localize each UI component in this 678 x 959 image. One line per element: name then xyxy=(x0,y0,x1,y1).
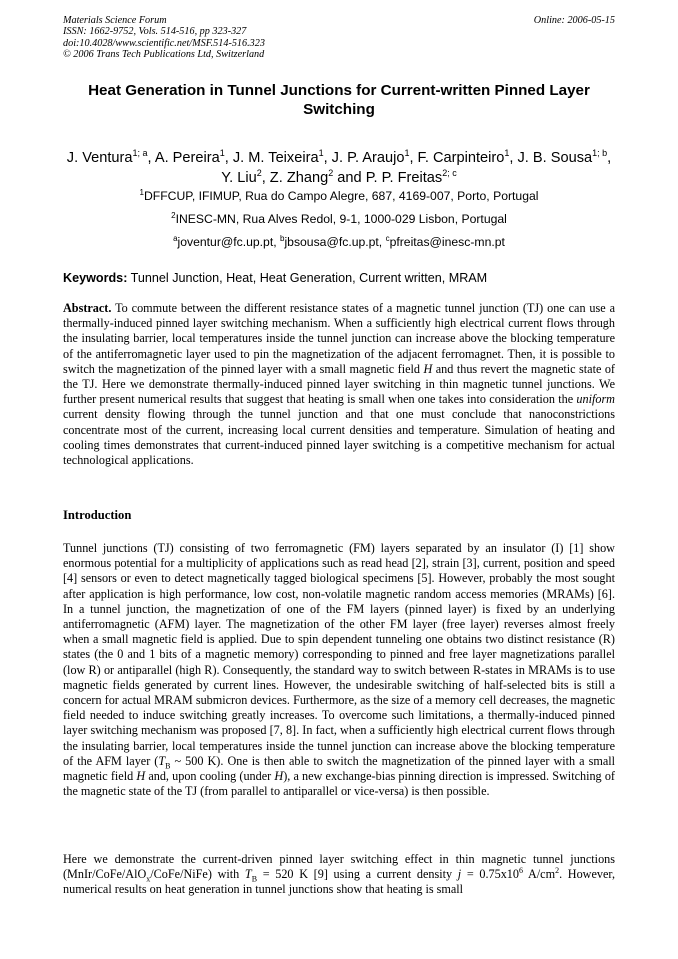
intro-text: . However, numerical results on heat generation in tunnel junctions show that heating is small xyxy=(63,867,616,897)
intro-text: = 520 K [9] using a current density xyxy=(257,867,458,882)
email-text: pfreitas@inesc-mn.pt xyxy=(389,235,505,249)
affiliation-mark: 2 xyxy=(171,210,176,220)
affiliation-text: INESC-MN, Rua Alves Redol, 9-1, 1000-029 Lisbon, Portugal xyxy=(175,212,507,226)
intro-symbol: j xyxy=(457,867,462,882)
affiliation-text: DFFCUP, IFIMUP, Rua do Campo Alegre, 687, 4169-007, Porto, Portugal xyxy=(143,189,539,203)
abstract-paragraph xyxy=(63,301,615,468)
author-affiliation-mark: 1 xyxy=(504,148,510,159)
intro-paragraph-1 xyxy=(63,541,615,799)
intro-text: ), a new exchange-bias pinning direction is impressed. Switching of the magnetic state of the TJ (from parallel to antiparallel or vice-versa) is then possible. xyxy=(63,769,615,799)
email-mark: c xyxy=(385,233,390,243)
abstract-label: Abstract. xyxy=(63,301,112,315)
abstract-text: current density flowing through the tunnel junction and that one must conclude that nanoconstrictions concentrate most of the current, increasing local current densities and temperature. Simulation of heating and cooling times demonstrates that current-induced pinned layer switching is a competitive mechanism for actual technological applications. xyxy=(63,407,615,468)
affiliation-mark: 1 xyxy=(139,187,144,197)
author-name: and P. P. Freitas xyxy=(333,170,443,186)
author-name: , Z. Zhang xyxy=(261,170,329,186)
intro-subscript: x xyxy=(146,874,151,884)
intro-symbol: T xyxy=(244,867,252,882)
keywords-line xyxy=(63,271,623,286)
journal-name: Materials Science Forum xyxy=(63,15,167,26)
author-name: J. Ventura xyxy=(66,150,133,166)
intro-superscript: 2 xyxy=(555,866,560,876)
author-name: , J. P. Araujo xyxy=(323,150,405,166)
intro-text: Here we demonstrate the current-driven pinned layer switching effect in thin magnetic tunnel junctions (MnIr/CoFe/AlO xyxy=(63,852,615,882)
affiliation-2 xyxy=(63,212,615,227)
abstract-italic: uniform xyxy=(576,392,615,407)
copyright-line: © 2006 Trans Tech Publications Ltd, Switzerland xyxy=(63,48,265,60)
issn-line: ISSN: 1662-9752, Vols. 514-516, pp 323-327 xyxy=(63,26,247,38)
author-name: , F. Carpinteiro xyxy=(409,150,505,166)
email-mark: a xyxy=(173,233,178,243)
email-mark: b xyxy=(280,233,285,243)
author-name: , Y. Liu xyxy=(221,150,612,186)
intro-text: A/cm xyxy=(522,867,556,882)
keywords-label: Keywords: xyxy=(63,271,128,285)
abstract-text: and thus revert the magnetic state of the TJ. Here we demonstrate thermally-induced pinned layer switching in thin magnetic tunnel junctions. We further present numerical results that suggest that heating is small when one takes into consideration the xyxy=(63,361,615,407)
author-affiliation-mark: 2 xyxy=(256,168,262,179)
affiliation-1 xyxy=(63,189,615,204)
author-affiliation-mark: 1 xyxy=(318,148,324,159)
intro-text: ~ 500 K). One is then able to switch the magnetization of the pinned layer with a small magnetic field xyxy=(63,753,616,784)
author-affiliation-mark: 1; a xyxy=(132,148,148,159)
intro-superscript: 6 xyxy=(518,866,523,876)
intro-subscript: B xyxy=(251,874,258,884)
author-name: , J. B. Sousa xyxy=(509,150,593,166)
paper-title: Heat Generation in Tunnel Junctions for Current-written Pinned Layer Switching xyxy=(88,82,590,118)
intro-text: = 0.75x10 xyxy=(461,867,519,882)
author-affiliation-mark: 2; c xyxy=(442,168,457,179)
email-text: jbsousa@fc.up.pt, xyxy=(284,235,386,249)
author-name: , A. Pereira xyxy=(147,150,220,166)
intro-subscript: B xyxy=(165,761,171,771)
abstract-text: To commute between the different resistance states of a magnetic tunnel junction (TJ) one can use a thermally-induced pinned layer switching mechanism. When a sufficiently high electrical current flows through the insulating barrier, local temperatures inside the tunnel junction can increase above the blocking temperature of the antiferromagnetic layer used to pin the magnetization of the adjacent ferromagnet. Then, it is possible to switch the magnetization of the pinned layer with a small magnetic field xyxy=(63,301,615,376)
intro-text: /CoFe/NiFe) with xyxy=(150,867,245,882)
author-affiliation-mark: 1 xyxy=(404,148,410,159)
author-affiliation-mark: 2 xyxy=(328,168,334,179)
intro-symbol: H xyxy=(136,769,146,784)
author-name: , J. M. Teixeira xyxy=(224,150,319,166)
author-list xyxy=(60,148,618,188)
author-affiliation-mark: 1 xyxy=(219,148,225,159)
abstract-italic: H xyxy=(423,361,433,376)
intro-symbol: T xyxy=(158,753,166,768)
email-text: joventur@fc.up.pt, xyxy=(177,235,280,249)
intro-text: Tunnel junctions (TJ) consisting of two ferromagnetic (FM) layers separated by an insulator (I) [1] show enormous potential for a multiplicity of applications such as read head [2], strain [3], current, position and speed [4] sensors or even to detect magnetically tagged biological specimens [5]. However, probably the most sought after application is high performance, low cost, non-volatile magnetic random access memories (MRAMs) [6]. In a tunnel junction, the magnetization of one of the FM layers (pinned layer) is fixed by an underlying antiferromagnetic (AFM) layer. The magnetization of the other FM layer (free layer) reverses almost freely when a small magnetic field is applied. Due to spin dependent tunneling one obtains two distinct resistance (R) states (the 0 and 1 bits of a magnetic memory) corresponding to pinned and free layer magnetizations parallel (low R) or antiparallel (high R). Consequently, the standard way to switch between R-states in MRAMs is to use magnetic fields generated by current lines. However, the undesirable switching of half-selected bits is still a concern for actual MRAM submicron devices. Furthermore, as the size of a memory cell decreases, the magnetic field needed to induce switching greatly increases. To overcome such limitations, a thermally-induced pinned layer switching mechanism was proposed [7, 8]. In fact, when a sufficiently high electrical current flows through the insulating barrier, local temperatures inside the tunnel junction can increase above the blocking temperature of the AFM layer ( xyxy=(63,541,615,768)
section-heading-introduction: Introduction xyxy=(63,508,132,522)
author-affiliation-mark: 1; b xyxy=(592,148,608,159)
journal-header xyxy=(63,15,265,60)
intro-paragraph-2 xyxy=(63,852,615,898)
author-emails xyxy=(63,235,615,250)
keywords-text: Tunnel Junction, Heat, Heat Generation, Current written, MRAM xyxy=(127,271,488,285)
intro-symbol: H xyxy=(274,769,284,784)
doi-line: doi:10.4028/www.scientific.net/MSF.514-516.323 xyxy=(63,37,265,49)
intro-text: and, upon cooling (under xyxy=(145,769,275,784)
online-date: Online: 2006-05-15 xyxy=(533,15,615,26)
